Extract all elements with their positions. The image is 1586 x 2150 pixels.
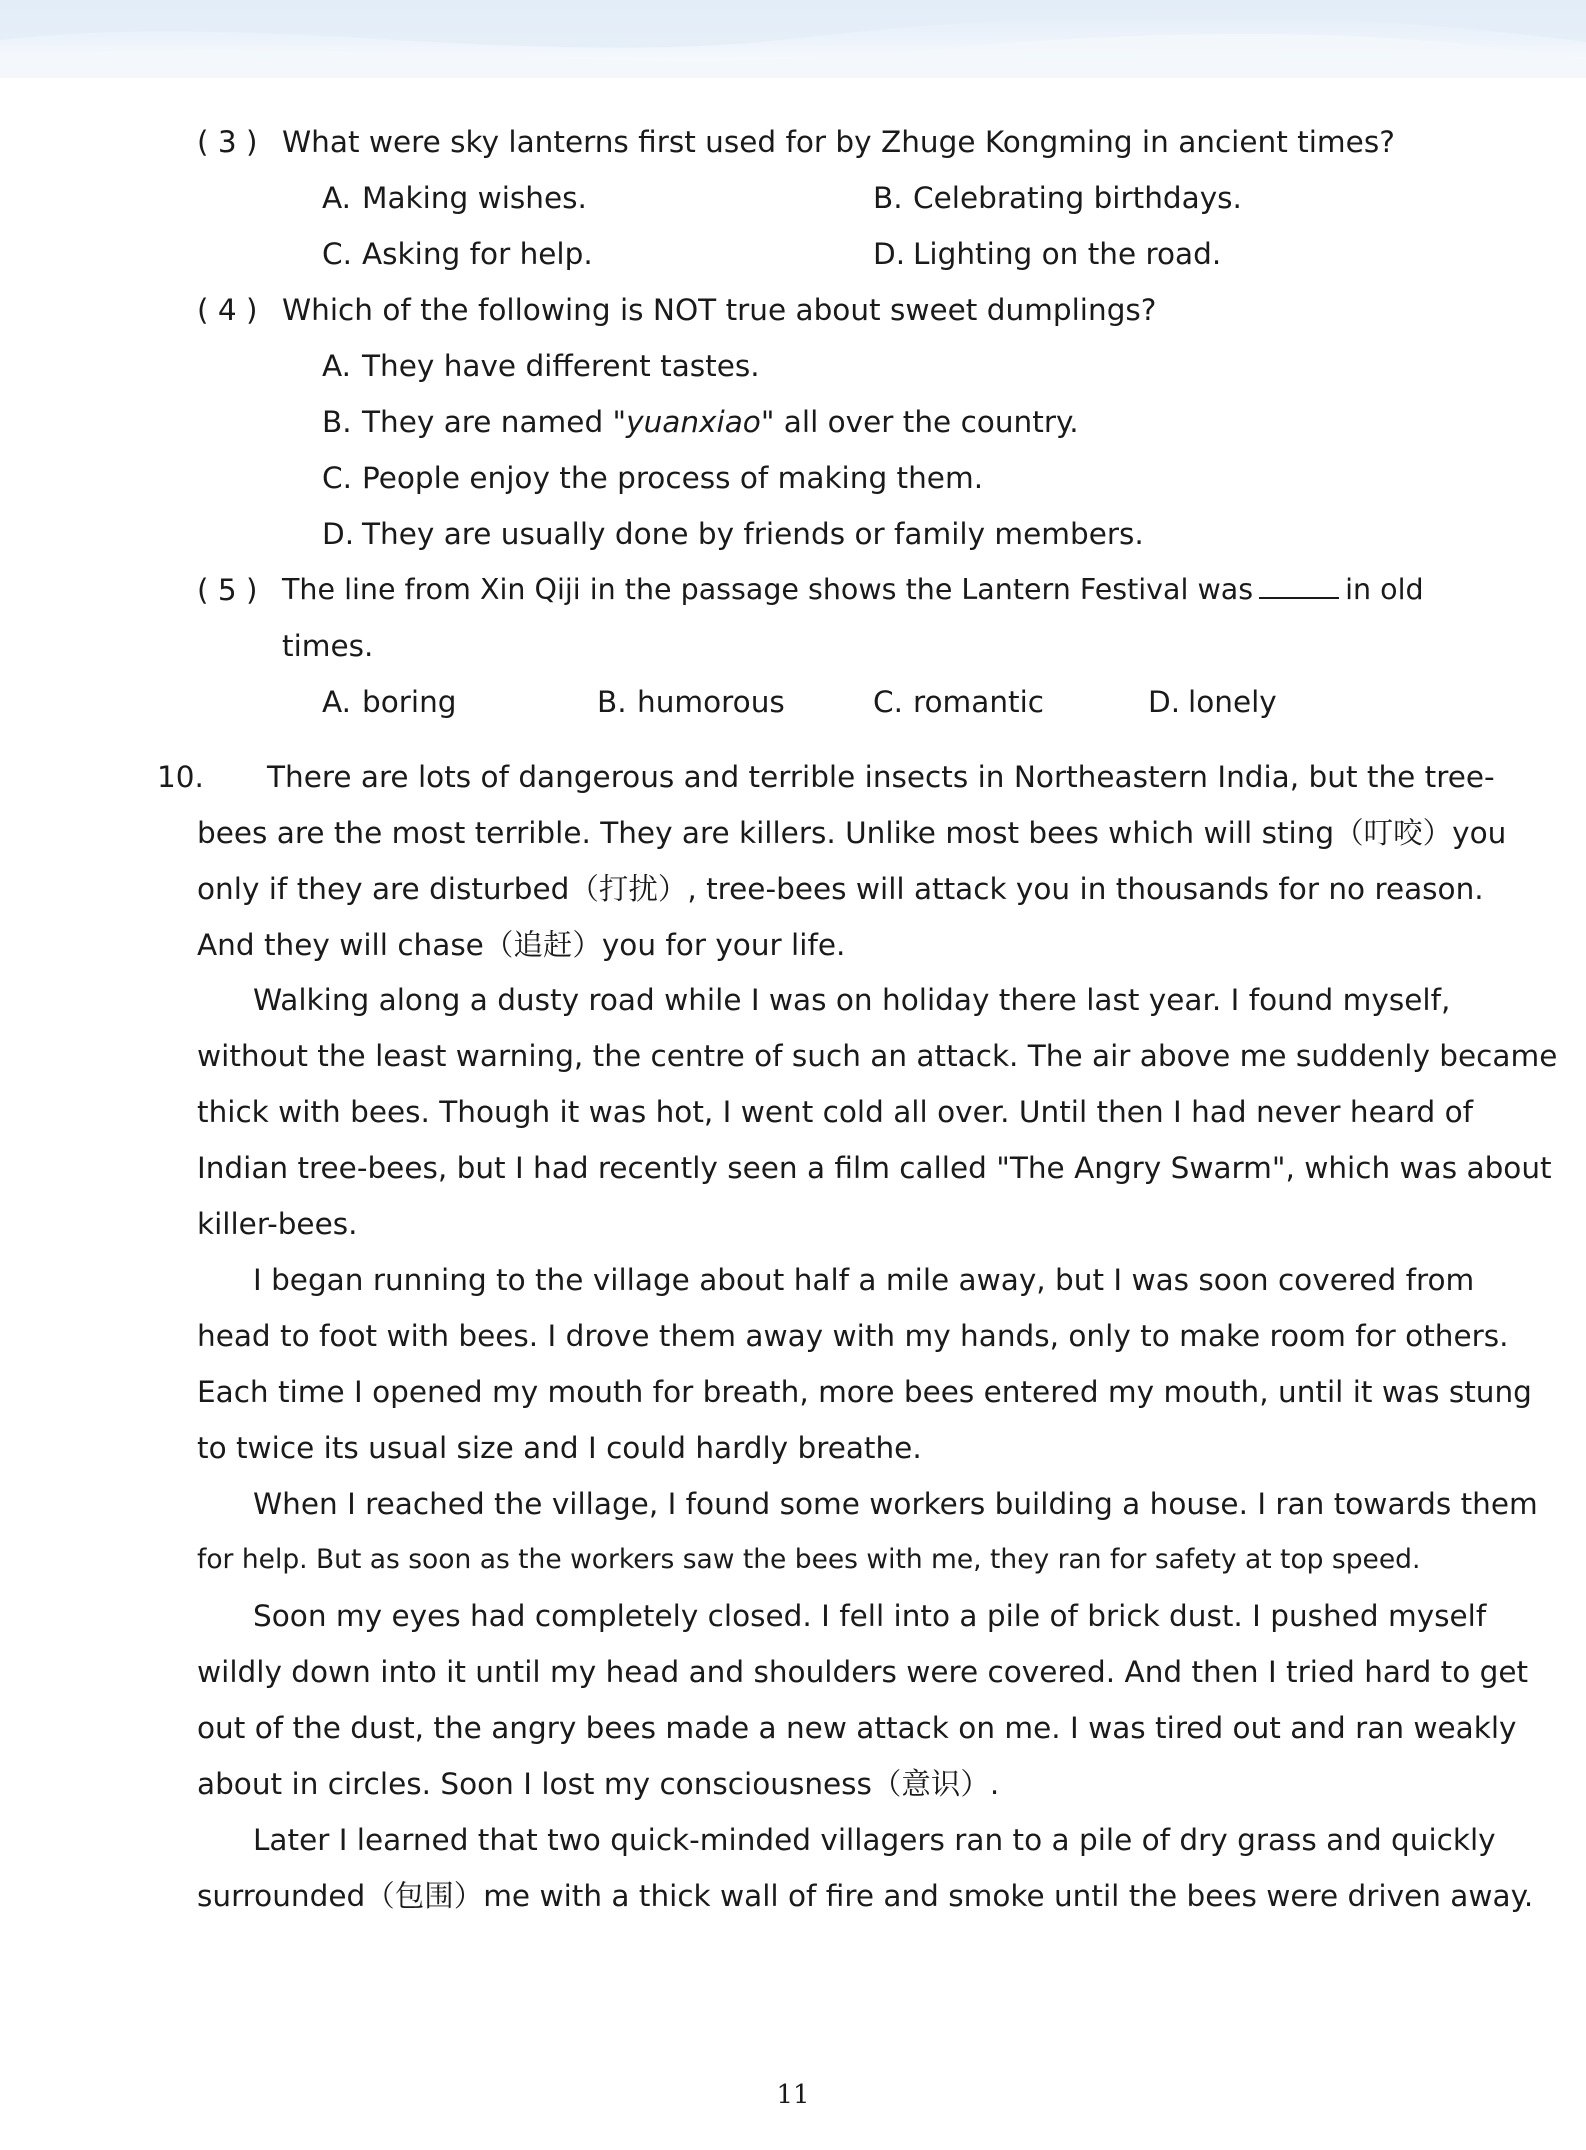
option-b: B. They are named "yuanxiao" all over the country. bbox=[322, 405, 1079, 439]
passage-line: surrounded（包围）me with a thick wall of fire and smoke until the bees were driven away. bbox=[197, 1879, 1534, 1913]
passage-line: Each time I opened my mouth for breath, more bees entered my mouth, until it was stung bbox=[197, 1375, 1532, 1409]
option-a: A. They have different tastes. bbox=[322, 349, 760, 383]
option-a: A. Making wishes. bbox=[322, 181, 587, 215]
question-number: ( 5 ) bbox=[197, 573, 258, 607]
question-stem: Which of the following is NOT true about sweet dumplings? bbox=[282, 293, 1157, 327]
header-decoration bbox=[0, 0, 1586, 78]
option-c: C. romantic bbox=[873, 685, 1045, 719]
passage-line: And they will chase（追赶）you for your life. bbox=[197, 928, 846, 962]
wave-decoration bbox=[0, 0, 1586, 78]
passage-line: about in circles. Soon I lost my consciousness（意识）. bbox=[197, 1767, 1000, 1801]
option-b: B. Celebrating birthdays. bbox=[873, 181, 1242, 215]
option-c: C. People enjoy the process of making them. bbox=[322, 461, 984, 495]
passage-line: I began running to the village about half a mile away, but I was soon covered from bbox=[253, 1263, 1475, 1297]
passage-number: 10. bbox=[157, 760, 204, 794]
passage-line: without the least warning, the centre of such an attack. The air above me suddenly became bbox=[197, 1039, 1558, 1073]
passage-line: wildly down into it until my head and shoulders were covered. And then I tried hard to get bbox=[197, 1655, 1529, 1689]
option-c: C. Asking for help. bbox=[322, 237, 593, 271]
option-b: B. humorous bbox=[597, 685, 785, 719]
passage-line: to twice its usual size and I could hardly breathe. bbox=[197, 1431, 922, 1465]
passage-line: There are lots of dangerous and terrible insects in Northeastern India, but the tree- bbox=[267, 760, 1495, 794]
option-d: D. lonely bbox=[1148, 685, 1277, 719]
passage-line: Later I learned that two quick-minded villagers ran to a pile of dry grass and quickly bbox=[253, 1823, 1496, 1857]
passage-line: Indian tree-bees, but I had recently seen a film called "The Angry Swarm", which was about bbox=[197, 1151, 1552, 1185]
answer-blank bbox=[1259, 571, 1339, 599]
passage-line: Soon my eyes had completely closed. I fell into a pile of brick dust. I pushed myself bbox=[253, 1599, 1487, 1633]
question-stem: The line from Xin Qiji in the passage shows the Lantern Festival was in old bbox=[282, 573, 1424, 606]
passage-line: out of the dust, the angry bees made a new attack on me. I was tired out and ran weakly bbox=[197, 1711, 1517, 1745]
passage-line: Walking along a dusty road while I was on holiday there last year. I found myself, bbox=[253, 983, 1451, 1017]
passage-line: killer-bees. bbox=[197, 1207, 358, 1241]
passage-line: bees are the most terrible. They are killers. Unlike most bees which will sting（叮咬）you bbox=[197, 816, 1507, 850]
passage-line: for help. But as soon as the workers saw the bees with me, they ran for safety at top speed. bbox=[197, 1544, 1421, 1575]
question-number: ( 4 ) bbox=[197, 293, 258, 327]
option-a: A. boring bbox=[322, 685, 457, 719]
question-stem-continued: times. bbox=[282, 629, 374, 663]
question-stem: What were sky lanterns first used for by Zhuge Kongming in ancient times? bbox=[282, 125, 1395, 159]
option-d: D. They are usually done by friends or family members. bbox=[322, 517, 1144, 551]
passage-line: head to foot with bees. I drove them away with my hands, only to make room for others. bbox=[197, 1319, 1509, 1353]
page-number: 11 bbox=[776, 2080, 810, 2110]
passage-line: thick with bees. Though it was hot, I went cold all over. Until then I had never heard of bbox=[197, 1095, 1474, 1129]
passage-line: only if they are disturbed（打扰）, tree-bees will attack you in thousands for no reason. bbox=[197, 872, 1484, 906]
passage-line: When I reached the village, I found some workers building a house. I ran towards them bbox=[253, 1487, 1538, 1521]
question-number: ( 3 ) bbox=[197, 125, 258, 159]
option-d: D. Lighting on the road. bbox=[873, 237, 1222, 271]
